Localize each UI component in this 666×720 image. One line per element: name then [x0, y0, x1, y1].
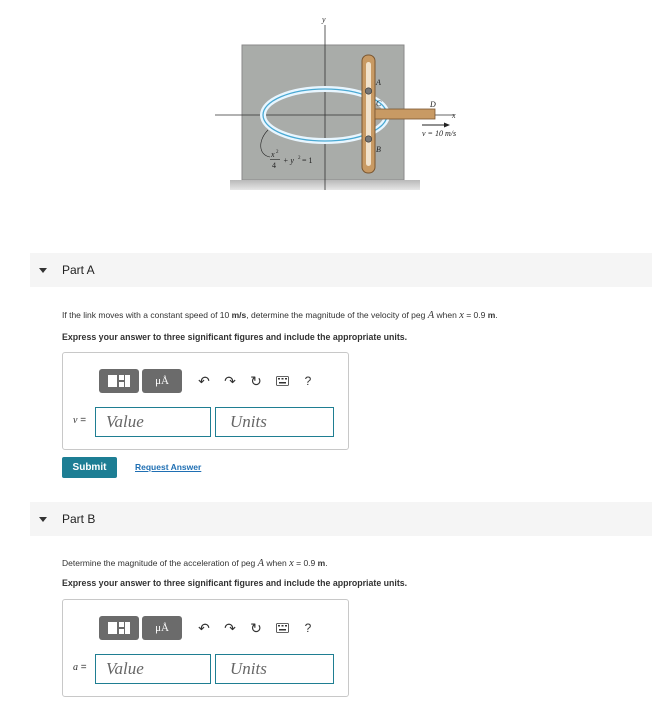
rod: [375, 109, 435, 119]
value-placeholder: Value: [106, 659, 144, 678]
caret-down-icon: [39, 517, 47, 522]
part-b-instruction: Express your answer to three significant figures and include the appropriate units.: [62, 578, 408, 588]
label-c: C: [376, 99, 382, 108]
velocity-label: v = 10 m/s: [422, 129, 457, 138]
part-b-variable-label: a =: [73, 662, 87, 673]
symbols-button[interactable]: [142, 616, 182, 640]
reset-icon[interactable]: ↻: [250, 620, 262, 636]
part-b-question: Determine the magnitude of the acceleration of peg A when x = 0.9 m.: [62, 558, 328, 569]
equation-exp: 2: [276, 150, 279, 155]
part-a-variable-label: v =: [73, 415, 87, 426]
mechanism-figure: [200, 5, 480, 195]
label-a: A: [376, 78, 381, 87]
symbols-button[interactable]: [142, 369, 182, 393]
redo-icon[interactable]: ↷: [224, 620, 236, 636]
part-a-instruction: Express your answer to three significant figures and include the appropriate units.: [62, 332, 408, 342]
reset-icon[interactable]: ↻: [250, 373, 262, 389]
part-b-header[interactable]: [30, 502, 652, 536]
label-b: B: [376, 145, 381, 154]
part-a-question: If the link moves with a constant speed of 10 m/s, determine the magnitude of the velocity of peg A when x = 0.9 m.: [62, 310, 498, 321]
templates-icon: [107, 373, 131, 389]
value-placeholder: Value: [106, 412, 144, 431]
part-a-answer-box: [62, 352, 349, 450]
link-slot: [366, 62, 371, 166]
units-placeholder: Units: [230, 659, 267, 678]
caret-down-icon: [39, 268, 47, 273]
part-b-title: Part B: [62, 512, 96, 526]
x-axis-label: x: [452, 111, 456, 120]
y-axis-label: y: [322, 15, 326, 24]
equation-exp2: 2: [298, 156, 301, 161]
undo-icon[interactable]: ↶: [198, 373, 210, 389]
undo-icon[interactable]: ↶: [198, 620, 210, 636]
part-b-units-input[interactable]: [215, 654, 334, 684]
help-icon[interactable]: ?: [304, 621, 312, 635]
math-toolbar: [99, 369, 315, 393]
symbols-icon: μÅ: [155, 375, 169, 387]
templates-icon: [107, 620, 131, 636]
submit-button[interactable]: Submit: [62, 457, 117, 478]
label-d: D: [430, 100, 436, 109]
templates-button[interactable]: [99, 369, 139, 393]
equation-end: = 1: [302, 156, 313, 165]
units-placeholder: Units: [230, 412, 267, 431]
math-toolbar: [99, 616, 315, 640]
part-b-answer-box: [62, 599, 349, 697]
equation-rest: + y: [283, 156, 294, 165]
part-a-header[interactable]: [30, 253, 652, 287]
keyboard-icon[interactable]: [275, 621, 289, 635]
part-a-title: Part A: [62, 263, 95, 277]
templates-button[interactable]: [99, 616, 139, 640]
request-answer-link[interactable]: Request Answer: [135, 462, 202, 472]
peg-a: [365, 88, 371, 94]
part-b-value-input[interactable]: [95, 654, 211, 684]
equation-den: 4: [272, 161, 276, 170]
part-a-units-input[interactable]: [215, 407, 334, 437]
keyboard-icon[interactable]: [275, 374, 289, 388]
part-a-value-input[interactable]: [95, 407, 211, 437]
velocity-arrowhead: [444, 123, 450, 128]
symbols-icon: μÅ: [155, 622, 169, 634]
peg-b: [365, 136, 371, 142]
equation-num: x: [271, 150, 275, 159]
redo-icon[interactable]: ↷: [224, 373, 236, 389]
help-icon[interactable]: ?: [304, 374, 312, 388]
